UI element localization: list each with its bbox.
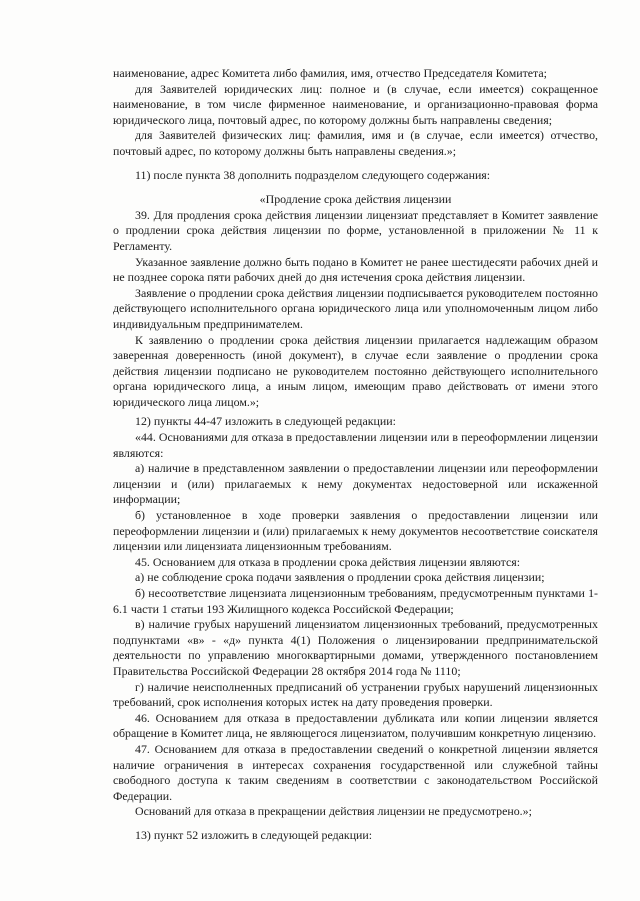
paragraph-power-of-attorney: К заявлению о продлении срока действия лицензии прилагается надлежащим образом заверенная доверенность (иной документ), в случае если заявление о продлении срока действия лицензии подписано не руководителем постоянно действующего исполнительного органа юридического лица, а иным лицом, имеющим право действовать от имени этого юридического лица лицом.»; bbox=[113, 332, 598, 409]
paragraph-44: «44. Основаниями для отказа в предоставлении лицензии или в переоформлении лицензии являются: bbox=[113, 430, 598, 460]
paragraph-45-b: б) несоответствие лицензиата лицензионным требованиям, предусмотренным пунктами 1-6.1 части 1 статьи 193 Жилищного кодекса Российской Федерации; bbox=[113, 586, 598, 616]
paragraph-45: 45. Основанием для отказа в продлении срока действия лицензии являются: bbox=[135, 554, 521, 569]
paragraph-45-g: г) наличие неисполненных предписаний об устранении грубых нарушений лицензионных требований, срок исполнения которых истек на дату проведения проверки. bbox=[113, 679, 598, 710]
paragraph-45-v: в) наличие грубых нарушений лицензиатом лицензионных требований, предусмотренных подпунктами «в» - «д» пункта 4(1) Положения о лицензировании предпринимательской деятельности по управлению многоквартирными домами, утвержденного постановлением Правительства Российской Федерации 28 октября 2014 года № 1110; bbox=[113, 617, 598, 678]
paragraph-committee-address: наименование, адрес Комитета либо фамилия, имя, отчество Председателя Комитета; bbox=[113, 66, 547, 80]
paragraph-no-grounds: Оснований для отказа в прекращении действия лицензии не предусмотрено.»; bbox=[135, 804, 532, 819]
paragraph-item-13: 13) пункт 52 изложить в следующей редакции: bbox=[135, 828, 373, 843]
paragraph-44-a: а) наличие в представленном заявлении о предоставлении лицензии или переоформлении лицензии и (или) прилагаемых к нему документах недостоверной или искаженной информации; bbox=[113, 461, 598, 507]
paragraph-legal-entities: для Заявителей юридических лиц: полное и (в случае, если имеется) сокращенное наименование, в том числе фирменное наименование, и организационно-правовая форма юридического лица, почтовый адрес, по которому должны быть направлены сведения; bbox=[113, 81, 598, 127]
paragraph-item-11: 11) после пункта 38 дополнить подразделом следующего содержания: bbox=[135, 168, 491, 183]
paragraph-deadline: Указанное заявление должно быть подано в Комитет не ранее шестидесяти рабочих дней и не позднее сорока пяти рабочих дней до дня истечения срока действия лицензии. bbox=[113, 254, 598, 285]
paragraph-47: 47. Основанием для отказа в предоставлении сведений о конкретной лицензии является наличие ограничения в интересах сохранения государственной или служебной тайны свободного доступа к таким сведениям в соответствии с законодательством Российской Федерации. bbox=[113, 741, 598, 803]
paragraph-44-b: б) установленное в ходе проверки заявления о предоставлении лицензии или переоформлении лицензии и (или) прилагаемых к нему документов несоответствие соискателя лицензии или лицензиата лицензионным требованиям. bbox=[113, 508, 598, 554]
subsection-heading: «Продление срока действия лицензии bbox=[259, 192, 452, 207]
document-body bbox=[113, 66, 598, 844]
paragraph-45-a: а) не соблюдение срока подачи заявления о продлении срока действия лицензии; bbox=[135, 570, 545, 585]
paragraph-46: 46. Основанием для отказа в предоставлении дубликата или копии лицензии является обращение в Комитет лица, не являющегося лицензиатом, получившим конкретную лицензию. bbox=[113, 710, 598, 741]
paragraph-39: 39. Для продления срока действия лицензии лицензиат представляет в Комитет заявление о продлении срока действия лицензии по форме, установленной в приложении № 11 к Регламенту. bbox=[113, 207, 598, 253]
paragraph-individuals: для Заявителей физических лиц: фамилия, имя и (в случае, если имеется) отчество, почтовый адрес, по которому должны быть направлены сведения.»; bbox=[113, 128, 598, 158]
paragraph-signature: Заявление о продлении срока действия лицензии подписывается руководителем постоянно действующего исполнительного органа юридического лица или уполномоченным лицом либо индивидуальным предпринимателем. bbox=[113, 285, 598, 331]
paragraph-item-12: 12) пункты 44-47 изложить в следующей редакции: bbox=[135, 414, 396, 429]
